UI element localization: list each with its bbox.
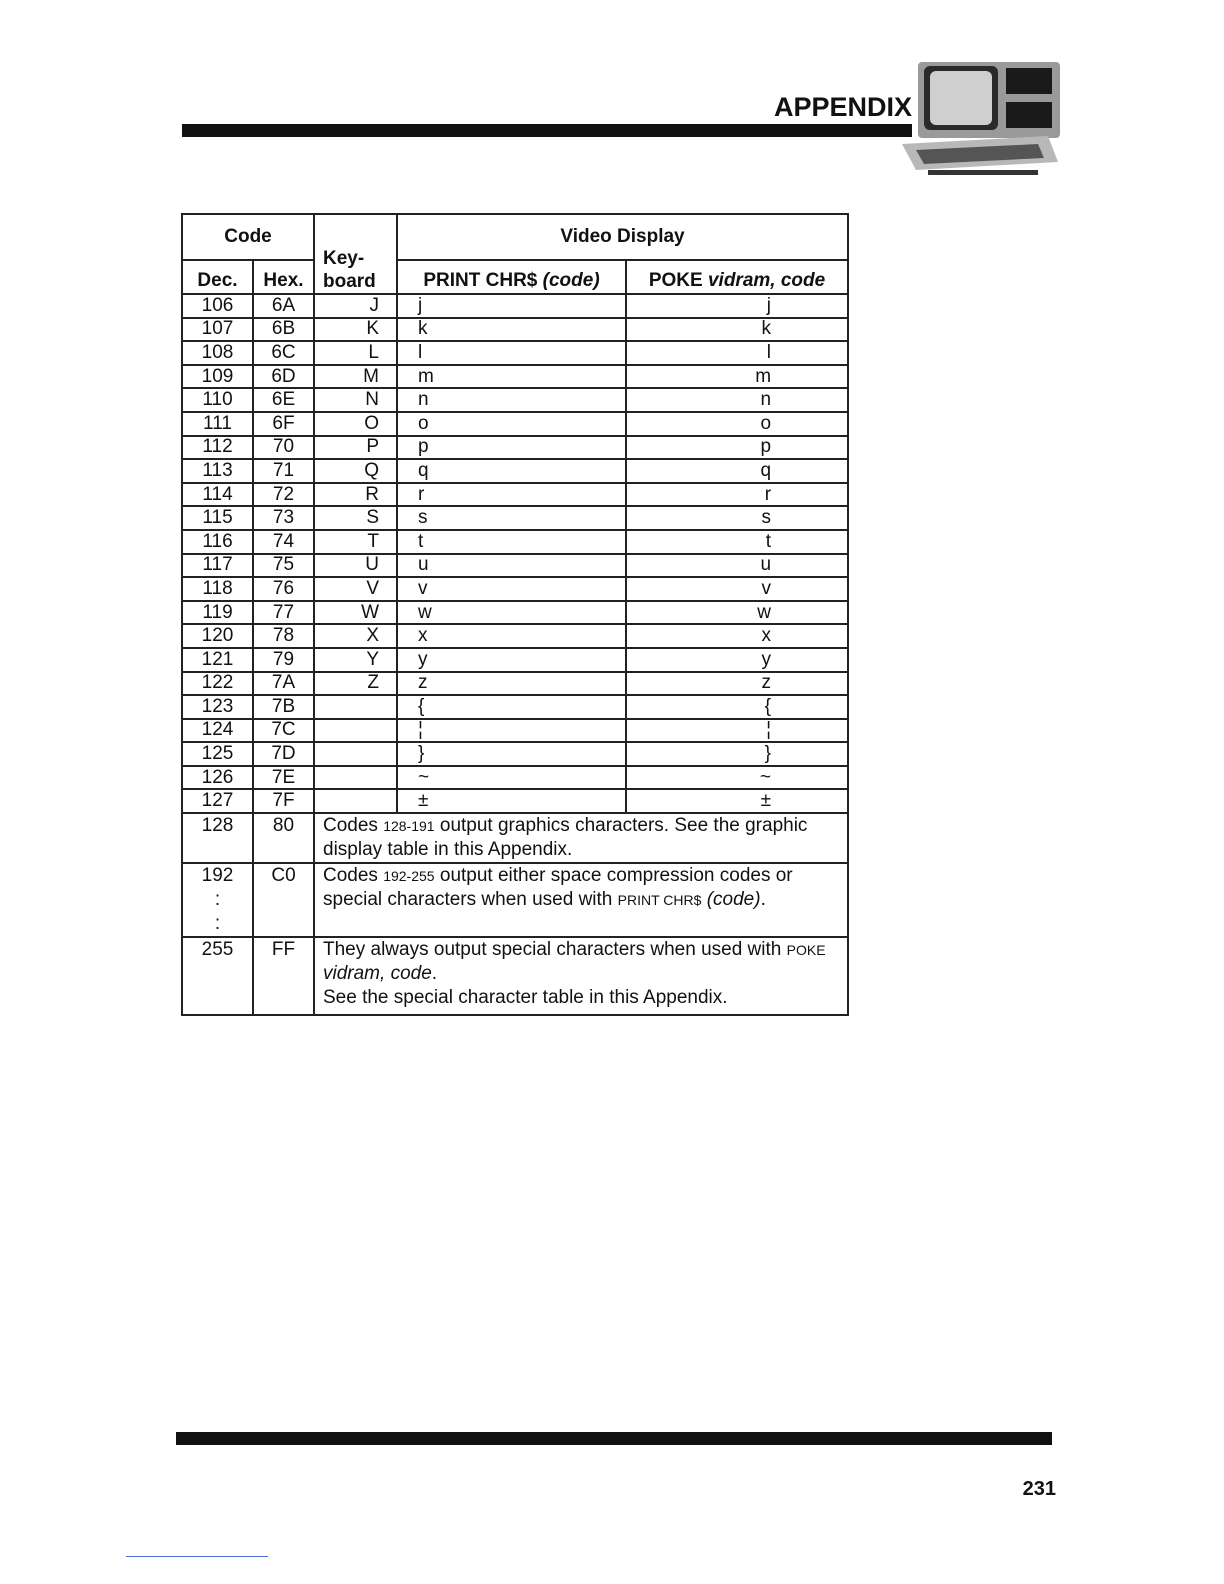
note-dec: 128 <box>182 813 253 863</box>
dec-cell: 108 <box>182 341 253 365</box>
table-row <box>182 601 848 625</box>
note-graphics: Codes 128-191 output graphics characters. See the graphic display table in this Appendix. <box>314 813 848 863</box>
poke-cell: ± <box>626 789 848 813</box>
hex-cell: 79 <box>253 648 314 672</box>
print-chr-cell: k <box>397 318 626 342</box>
keyboard-cell <box>314 766 397 790</box>
poke-cell: k <box>626 318 848 342</box>
hex-cell: 73 <box>253 506 314 530</box>
note-dec: 192 : : <box>182 863 253 937</box>
keyboard-cell: L <box>314 341 397 365</box>
keyboard-header: Key- board <box>314 214 397 294</box>
table-row <box>182 412 848 436</box>
keyboard-cell: U <box>314 554 397 578</box>
table-row <box>182 341 848 365</box>
print-chr-cell: ± <box>397 789 626 813</box>
computer-terminal-icon <box>898 58 1064 178</box>
table-row <box>182 766 848 790</box>
keyboard-cell: S <box>314 506 397 530</box>
print-chr-cell: n <box>397 388 626 412</box>
hex-cell: 7A <box>253 672 314 696</box>
hex-cell: 74 <box>253 530 314 554</box>
note-dec: 255 <box>182 937 253 1015</box>
hex-cell: 72 <box>253 483 314 507</box>
keyboard-cell <box>314 719 397 743</box>
poke-cell: w <box>626 601 848 625</box>
poke-cell: v <box>626 577 848 601</box>
keyboard-cell: Z <box>314 672 397 696</box>
print-chr-cell: y <box>397 648 626 672</box>
keyboard-cell: T <box>314 530 397 554</box>
hex-cell: 7B <box>253 695 314 719</box>
print-chr-cell: m <box>397 365 626 389</box>
print-chr-header: PRINT CHR$ (code) <box>397 260 626 294</box>
poke-cell: { <box>626 695 848 719</box>
hex-cell: 6F <box>253 412 314 436</box>
table-row <box>182 695 848 719</box>
table-row <box>182 624 848 648</box>
poke-cell: t <box>626 530 848 554</box>
dec-cell: 116 <box>182 530 253 554</box>
poke-cell: o <box>626 412 848 436</box>
table-row <box>182 742 848 766</box>
dec-cell: 125 <box>182 742 253 766</box>
character-code-table <box>181 213 849 1016</box>
code-header: Code <box>182 214 314 260</box>
keyboard-cell: J <box>314 294 397 318</box>
poke-cell: ¦ <box>626 719 848 743</box>
hex-cell: 77 <box>253 601 314 625</box>
print-chr-cell: ~ <box>397 766 626 790</box>
keyboard-cell: W <box>314 601 397 625</box>
hex-cell: 6D <box>253 365 314 389</box>
poke-cell: r <box>626 483 848 507</box>
hex-cell: 75 <box>253 554 314 578</box>
print-chr-cell: s <box>397 506 626 530</box>
hex-cell: 7D <box>253 742 314 766</box>
keyboard-cell: X <box>314 624 397 648</box>
print-chr-cell: z <box>397 672 626 696</box>
table-row <box>182 388 848 412</box>
poke-cell: l <box>626 341 848 365</box>
print-chr-cell: t <box>397 530 626 554</box>
hex-cell: 71 <box>253 459 314 483</box>
poke-cell: } <box>626 742 848 766</box>
keyboard-cell: O <box>314 412 397 436</box>
dec-cell: 119 <box>182 601 253 625</box>
page-number: 231 <box>1022 1478 1056 1500</box>
hex-cell: 70 <box>253 436 314 460</box>
dec-cell: 112 <box>182 436 253 460</box>
print-chr-cell: x <box>397 624 626 648</box>
hex-cell: 7E <box>253 766 314 790</box>
dec-cell: 115 <box>182 506 253 530</box>
keyboard-cell: Y <box>314 648 397 672</box>
dec-cell: 117 <box>182 554 253 578</box>
dec-cell: 121 <box>182 648 253 672</box>
hex-header: Hex. <box>253 260 314 294</box>
poke-cell: s <box>626 506 848 530</box>
print-chr-cell: ¦ <box>397 719 626 743</box>
hex-cell: 6A <box>253 294 314 318</box>
keyboard-cell <box>314 742 397 766</box>
keyboard-cell: M <box>314 365 397 389</box>
table-row <box>182 483 848 507</box>
poke-cell: x <box>626 624 848 648</box>
print-chr-cell: u <box>397 554 626 578</box>
poke-cell: j <box>626 294 848 318</box>
hex-cell: 6B <box>253 318 314 342</box>
dec-cell: 106 <box>182 294 253 318</box>
dec-cell: 122 <box>182 672 253 696</box>
print-chr-cell: } <box>397 742 626 766</box>
poke-cell: p <box>626 436 848 460</box>
dec-cell: 111 <box>182 412 253 436</box>
hex-cell: 6C <box>253 341 314 365</box>
dec-cell: 127 <box>182 789 253 813</box>
table-row <box>182 459 848 483</box>
keyboard-cell: P <box>314 436 397 460</box>
page-title: APPENDIX <box>773 92 912 122</box>
hex-cell: 6E <box>253 388 314 412</box>
print-chr-cell: { <box>397 695 626 719</box>
keyboard-cell <box>314 789 397 813</box>
dec-cell: 126 <box>182 766 253 790</box>
poke-cell: q <box>626 459 848 483</box>
keyboard-cell <box>314 695 397 719</box>
note-hex: 80 <box>253 813 314 863</box>
keyboard-cell: Q <box>314 459 397 483</box>
poke-cell: z <box>626 672 848 696</box>
table-row <box>182 365 848 389</box>
keyboard-cell: V <box>314 577 397 601</box>
dec-cell: 107 <box>182 318 253 342</box>
print-chr-cell: l <box>397 341 626 365</box>
print-chr-cell: j <box>397 294 626 318</box>
hex-cell: 7F <box>253 789 314 813</box>
hex-cell: 78 <box>253 624 314 648</box>
keyboard-cell: R <box>314 483 397 507</box>
table-row <box>182 318 848 342</box>
dec-cell: 110 <box>182 388 253 412</box>
table-row <box>182 672 848 696</box>
dec-cell: 118 <box>182 577 253 601</box>
table-row <box>182 294 848 318</box>
poke-cell: ~ <box>626 766 848 790</box>
dec-cell: 113 <box>182 459 253 483</box>
header-rule <box>182 124 912 137</box>
poke-cell: n <box>626 388 848 412</box>
footer-rule <box>176 1432 1052 1445</box>
print-chr-cell: w <box>397 601 626 625</box>
poke-cell: u <box>626 554 848 578</box>
footer-underline <box>126 1556 268 1557</box>
keyboard-cell: N <box>314 388 397 412</box>
dec-cell: 124 <box>182 719 253 743</box>
note-hex: FF <box>253 937 314 1015</box>
poke-cell: y <box>626 648 848 672</box>
dec-header: Dec. <box>182 260 253 294</box>
poke-header: POKE vidram, code <box>626 260 848 294</box>
table-row <box>182 530 848 554</box>
dec-cell: 123 <box>182 695 253 719</box>
note-special-characters: They always output special characters when used with POKE vidram, code. See the special character table in this Appendix. <box>314 937 848 1015</box>
print-chr-cell: r <box>397 483 626 507</box>
table-row <box>182 719 848 743</box>
table-row <box>182 577 848 601</box>
print-chr-cell: p <box>397 436 626 460</box>
keyboard-cell: K <box>314 318 397 342</box>
poke-cell: m <box>626 365 848 389</box>
table-row <box>182 554 848 578</box>
dec-cell: 114 <box>182 483 253 507</box>
video-display-header: Video Display <box>397 214 848 260</box>
note-hex: C0 <box>253 863 314 937</box>
print-chr-cell: o <box>397 412 626 436</box>
hex-cell: 7C <box>253 719 314 743</box>
note-space-compression: Codes 192-255 output either space compression codes or special characters when used with PRINT CHR$ (code). <box>314 863 848 937</box>
print-chr-cell: v <box>397 577 626 601</box>
print-chr-cell: q <box>397 459 626 483</box>
table-row <box>182 789 848 813</box>
hex-cell: 76 <box>253 577 314 601</box>
table-row <box>182 436 848 460</box>
dec-cell: 109 <box>182 365 253 389</box>
dec-cell: 120 <box>182 624 253 648</box>
table-row <box>182 648 848 672</box>
table-row <box>182 506 848 530</box>
